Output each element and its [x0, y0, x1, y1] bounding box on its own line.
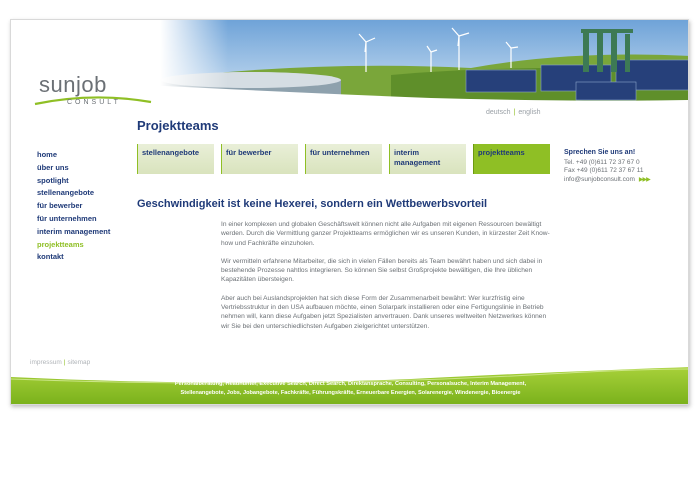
- tab-fuer-bewerber[interactable]: für bewerber: [221, 144, 298, 174]
- nav-item-ueber-uns[interactable]: über uns: [37, 162, 69, 172]
- content-body: [221, 220, 555, 340]
- footer-keywords-line: Stellenangebote, Jobs, Jobangebote, Fachkräfte, Führungskräfte, Erneuerbare Energien, Solarenergie, Windenergie, Bioenergie: [180, 390, 521, 396]
- content-paragraph: Wir vermitteln erfahrene Mitarbeiter, die sich in vielen Fällen bereits als Team bewährt haben und sich dabei in bestehende Prozesse nahtlos integrieren. So können Sie selbst Großprojekte bewältigen, die Ihre üblichen Kapazitäten übersteigen.: [221, 257, 543, 284]
- contact-title: Sprechen Sie uns an!: [564, 149, 636, 156]
- left-navigation: [37, 149, 110, 264]
- footer-keywords: [11, 380, 689, 398]
- nav-item-kontakt[interactable]: kontakt: [37, 252, 64, 262]
- content-paragraph: Aber auch bei Auslandsprojekten hat sich diese Form der Zusammenarbeit bewährt: Wer kurzfristig eine Vertriebsstruktur in den USA aufbauen möchte, einen Solarpark installieren oder eine Fertigungslinie in Betrieb nehmen will, kann diese Aufgaben jetzt Spezialisten anvertrauen. Dank unseres weltweiten Netzwerkes können wir Sie bei den unterschiedlichsten Aufgaben zielgerichtet unterstützen.: [221, 294, 547, 330]
- tab-fuer-unternehmen[interactable]: für unternehmen: [305, 144, 382, 174]
- content-paragraph: In einer komplexen und globalen Geschäftswelt können nicht alle Aufgaben mit eigenen Ressourcen bewältigt werden. Durch die Vermittlung ganzer Projektteams ermöglichen wir es unseren Kunden, in kürzester Zeit Know-how und Fachkräfte einzuholen.: [221, 221, 550, 247]
- sunjob-logo[interactable]: [33, 72, 163, 122]
- logo-subtitle: CONSULT: [67, 99, 121, 106]
- logo-wordmark: sunjob: [39, 72, 107, 97]
- footer-keywords-line: Personalberatung, Headhunter, Executive Search, Direct Search, Direktansprache, Consulting, Personalsuche, Interim Management,: [174, 381, 527, 387]
- nav-item-fuer-unternehmen[interactable]: für unternehmen: [37, 213, 97, 223]
- contact-phone: Tel. +49 (0)611 72 37 67 0: [564, 158, 640, 166]
- arrow-right-icon[interactable]: ▶▶▶: [638, 176, 650, 183]
- section-tab-bar: [137, 144, 552, 174]
- tab-interim-management[interactable]: interim management: [389, 144, 466, 174]
- lang-english-link[interactable]: english: [518, 109, 541, 116]
- contact-email-link[interactable]: info@sunjobconsult.com: [564, 175, 635, 183]
- nav-item-home[interactable]: home: [37, 150, 58, 159]
- nav-item-fuer-bewerber[interactable]: für bewerber: [37, 201, 83, 211]
- impressum-link[interactable]: impressum: [30, 359, 62, 366]
- nav-item-projektteams[interactable]: projektteams: [37, 239, 84, 249]
- content-headline: Geschwindigkeit ist keine Hexerei, sondern ein Wettbewerbsvorteil: [137, 198, 488, 210]
- lang-deutsch-link[interactable]: deutsch: [486, 109, 511, 116]
- contact-box: [564, 149, 650, 184]
- page-frame: [10, 19, 689, 405]
- language-switch: [486, 109, 541, 116]
- sitemap-link[interactable]: sitemap: [67, 359, 91, 366]
- nav-item-interim-management[interactable]: interim management: [37, 226, 111, 236]
- tab-stellenangebote[interactable]: stellenangebote: [137, 144, 214, 174]
- footer-link-separator: |: [63, 359, 66, 366]
- nav-item-spotlight[interactable]: spotlight: [37, 175, 69, 185]
- contact-fax: Fax +49 (0)611 72 37 67 11: [564, 167, 644, 175]
- page-title: Projektteams: [137, 118, 219, 133]
- lang-separator: |: [513, 109, 516, 116]
- tab-projektteams[interactable]: projektteams: [473, 144, 550, 174]
- nav-item-stellenangebote[interactable]: stellenangebote: [37, 188, 95, 198]
